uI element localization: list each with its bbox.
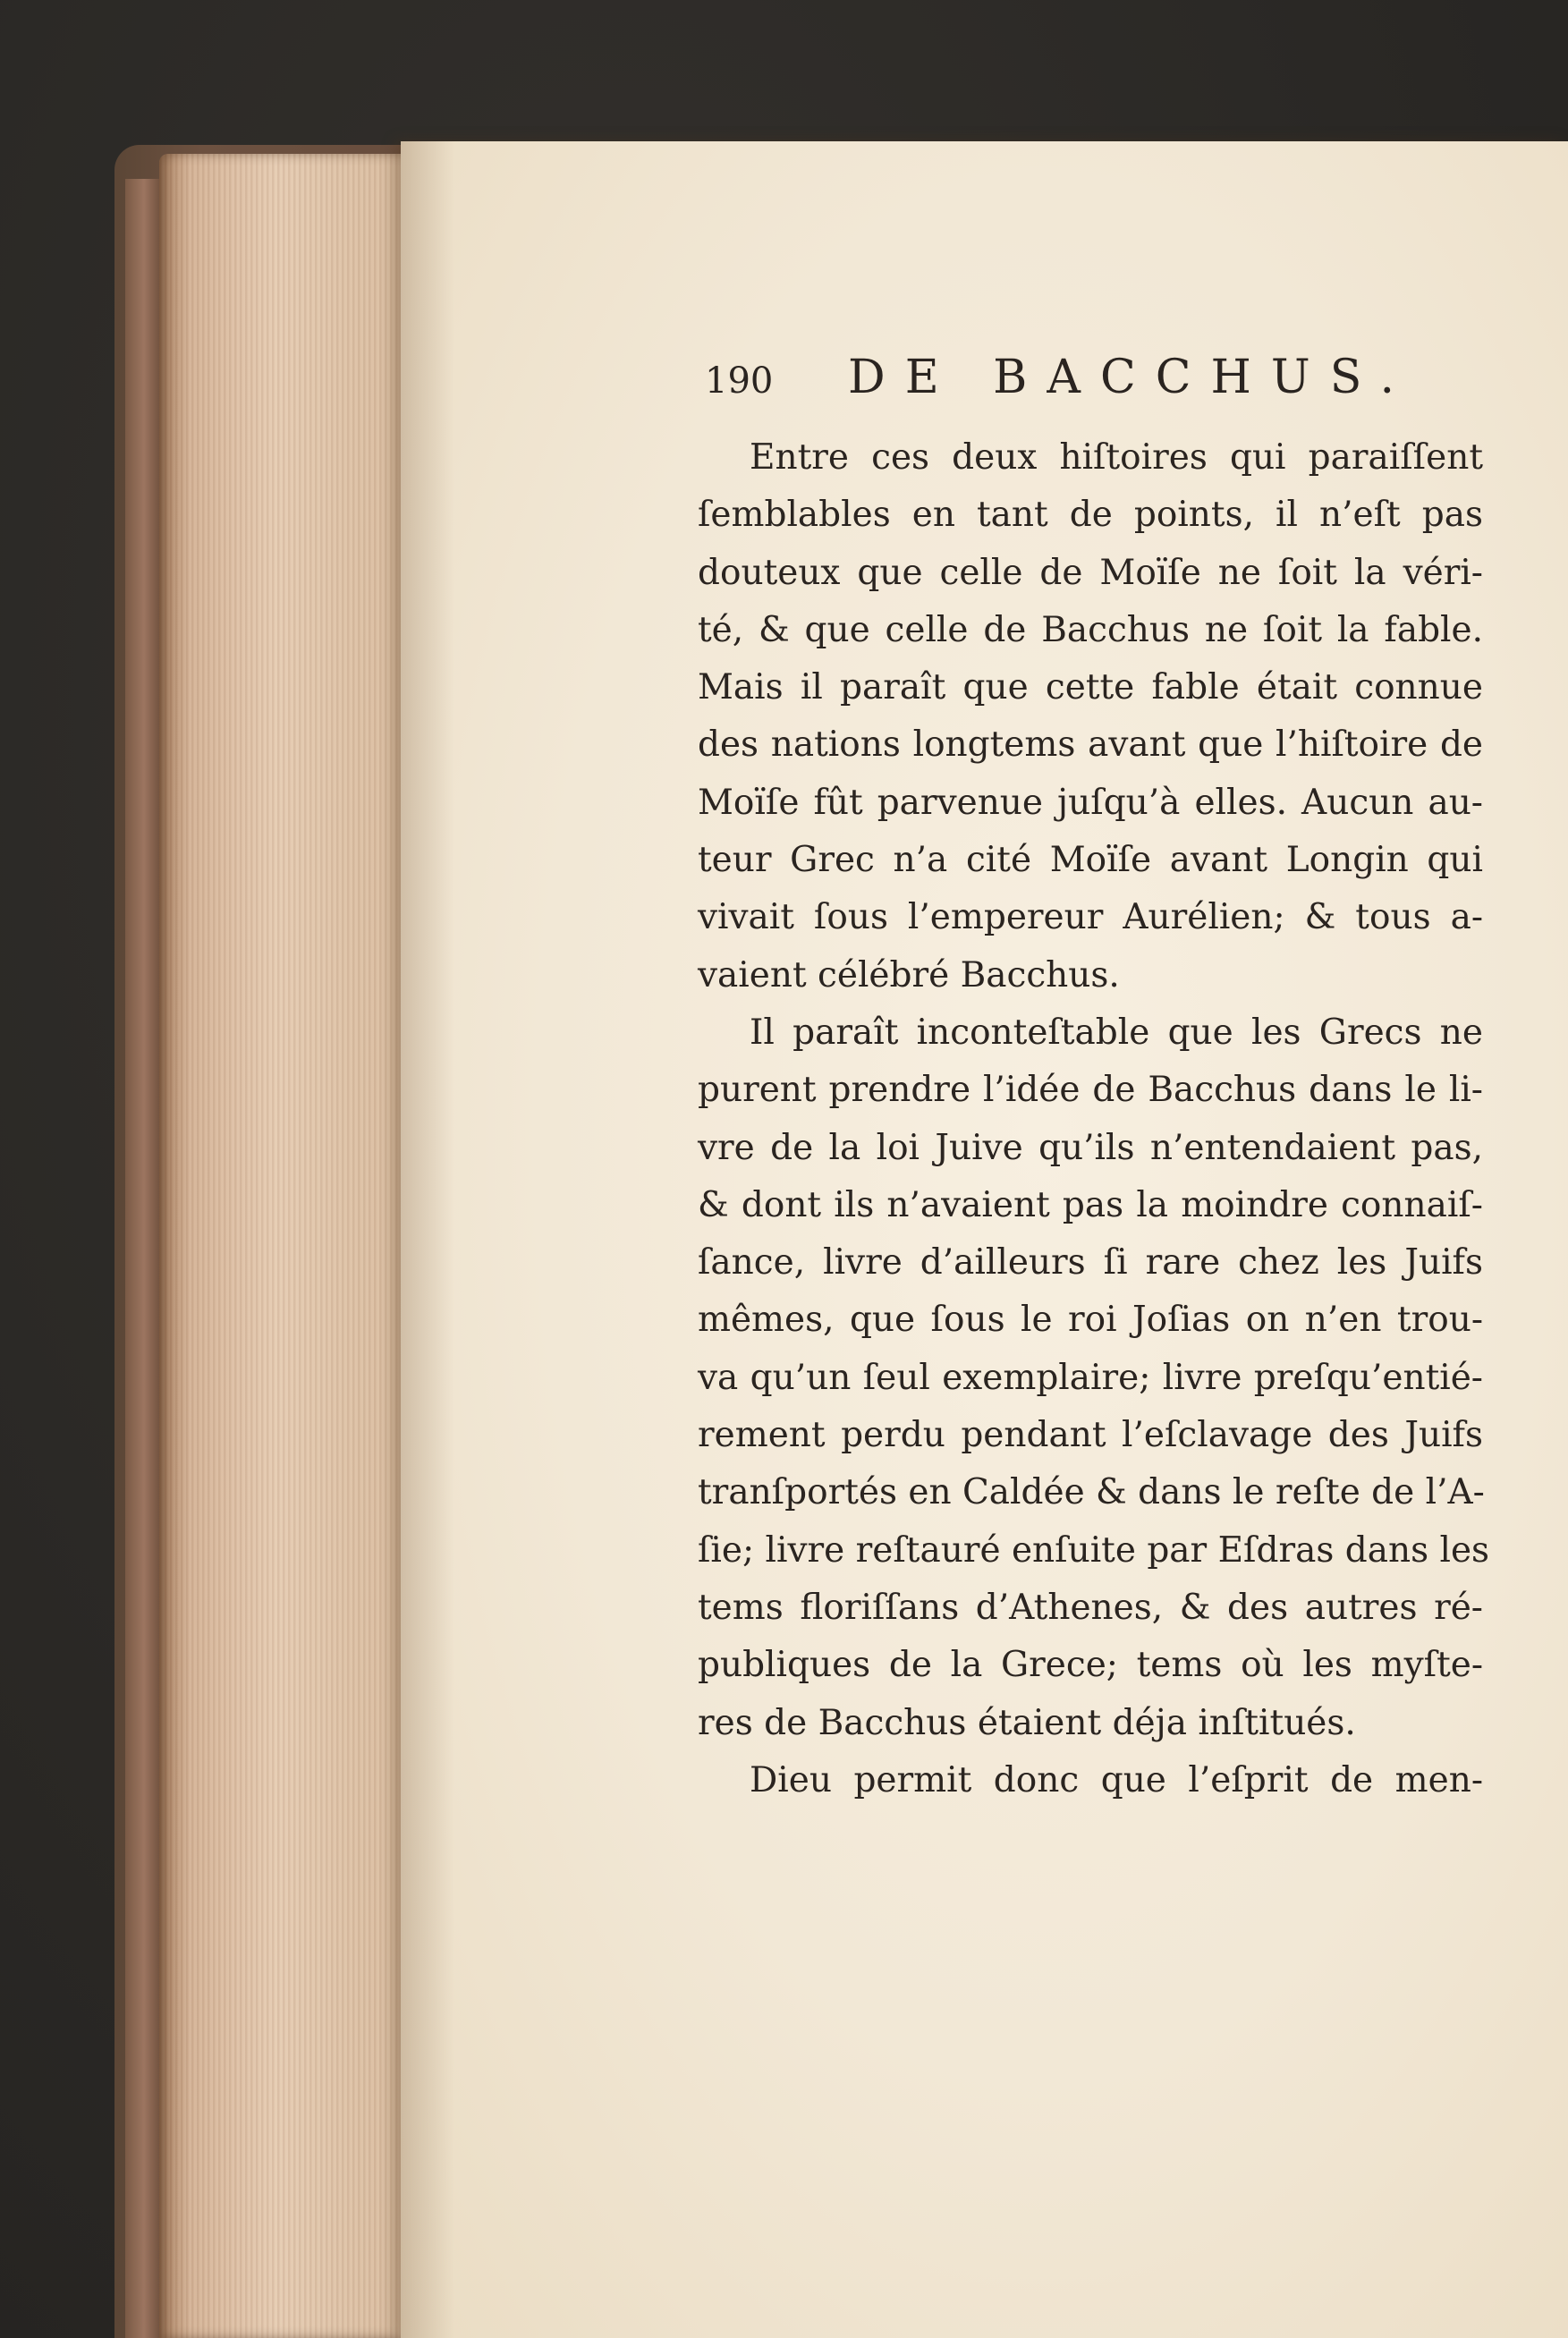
- text-line: douteux que celle de Moïſe ne ſoit la véri-: [698, 552, 1483, 593]
- text-line: té, & que celle de Bacchus ne ſoit la fable.: [698, 609, 1483, 650]
- text-line: Mais il paraît que cette fable était connue: [698, 667, 1483, 708]
- text-line: res de Bacchus étaient déja inſtitués.: [698, 1702, 1356, 1743]
- text-line: vre de la loi Juive qu’ils n’entendaient pas,: [698, 1127, 1483, 1168]
- text-line: Dieu permit donc que l’eſprit de men-: [750, 1759, 1483, 1800]
- page-edges: [159, 154, 419, 2338]
- text-line: va qu’un ſeul exemplaire; livre preſqu’entié-: [698, 1357, 1483, 1398]
- text-line: rement perdu pendant l’eſclavage des Juifs: [698, 1415, 1483, 1456]
- text-line: Moïſe fût parvenue juſqu’à elles. Aucun au-: [698, 782, 1483, 823]
- text-line: Entre ces deux hiſtoires qui paraiſſent: [750, 437, 1483, 478]
- text-line: ſie; livre reſtauré enſuite par Eſdras dans les: [698, 1529, 1490, 1571]
- text-line: vivait ſous l’empereur Aurélien; & tous a-: [698, 897, 1483, 938]
- running-head: [698, 351, 1483, 422]
- paragraph: [698, 1752, 1483, 1809]
- text-line: publiques de la Grece; tems où les myſte-: [698, 1645, 1483, 1686]
- text-line: mêmes, que ſous le roi Joſias on n’en trou-: [698, 1300, 1483, 1341]
- text-line: tranſportés en Caldée & dans le reſte de l’A-: [698, 1472, 1485, 1513]
- text-line: teur Grec n’a cité Moïſe avant Longin qui: [698, 840, 1483, 881]
- gutter-shadow: [401, 141, 454, 2338]
- running-title: DE BACCHUS.: [848, 351, 1414, 404]
- book-spine: [125, 179, 163, 2338]
- text-line: vaient célébré Bacchus.: [698, 954, 1120, 995]
- page-text-block: [698, 351, 1490, 1809]
- text-line: purent prendre l’idée de Bacchus dans le li-: [698, 1070, 1483, 1111]
- text-line: tems floriſſans d’Athenes, & des autres ré-: [698, 1587, 1483, 1628]
- text-line: des nations longtems avant que l’hiſtoire de: [698, 724, 1483, 766]
- text-line: & dont ils n’avaient pas la moindre connaiſ-: [698, 1184, 1483, 1225]
- text-line: Il paraît inconteſtable que les Grecs ne: [750, 1012, 1483, 1053]
- text-line: ſance, livre d’ailleurs ſi rare chez les Juifs: [698, 1242, 1483, 1283]
- paragraph: [698, 1004, 1490, 1752]
- page-number: 190: [705, 360, 774, 402]
- paragraph: [698, 429, 1483, 1004]
- text-line: ſemblables en tant de points, il n’eſt pas: [698, 495, 1483, 536]
